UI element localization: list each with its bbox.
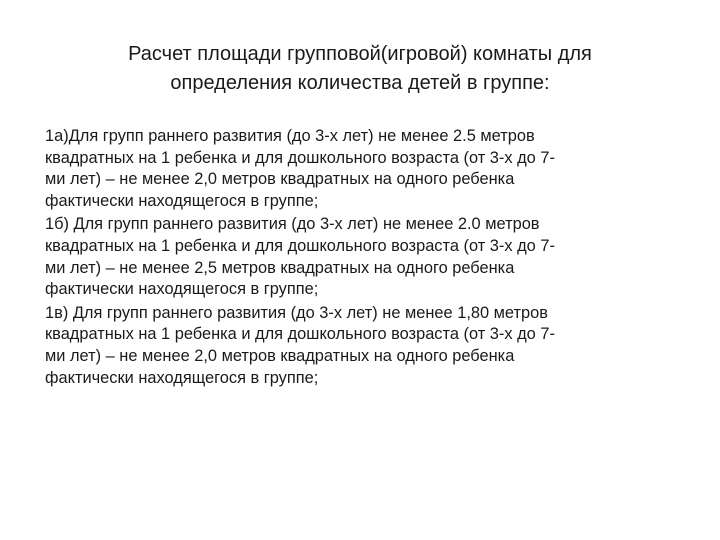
paragraph-line: 1в) Для групп раннего развития (до 3-х лет) не менее 1,80 метров — [45, 303, 548, 322]
paragraph-1b — [45, 214, 680, 300]
slide-title-line: определения количества детей в группе: — [170, 72, 550, 94]
slide-title-line: Расчет площади групповой(игровой) комнаты для — [128, 43, 592, 65]
paragraph-line: квадратных на 1 ребенка и для дошкольного возраста (от 3-х до 7- — [45, 236, 555, 255]
paragraph-line: ми лет) – не менее 2,0 метров квадратных на одного ребенка — [45, 170, 515, 189]
paragraph-line: фактически находящегося в группе; — [45, 191, 319, 210]
paragraph-line: фактически находящегося в группе; — [45, 368, 319, 387]
paragraph-line: 1а)Для групп раннего развития (до 3-х лет) не менее 2.5 метров — [45, 127, 535, 145]
paragraph-line: фактически находящегося в группе; — [45, 280, 319, 299]
paragraph-line: квадратных на 1 ребенка и для дошкольного возраста (от 3-х до 7- — [45, 148, 555, 167]
paragraph-1a — [45, 126, 680, 212]
slide-body — [45, 126, 680, 391]
paragraph-line: ми лет) – не менее 2,5 метров квадратных на одного ребенка — [45, 258, 515, 277]
slide-title — [40, 40, 680, 98]
paragraph-1v — [45, 303, 680, 389]
paragraph-line: 1б) Для групп раннего развития (до 3-х лет) не менее 2.0 метров — [45, 215, 540, 234]
paragraph-line: квадратных на 1 ребенка и для дошкольного возраста (от 3-х до 7- — [45, 325, 555, 344]
paragraph-line: ми лет) – не менее 2,0 метров квадратных на одного ребенка — [45, 346, 515, 365]
